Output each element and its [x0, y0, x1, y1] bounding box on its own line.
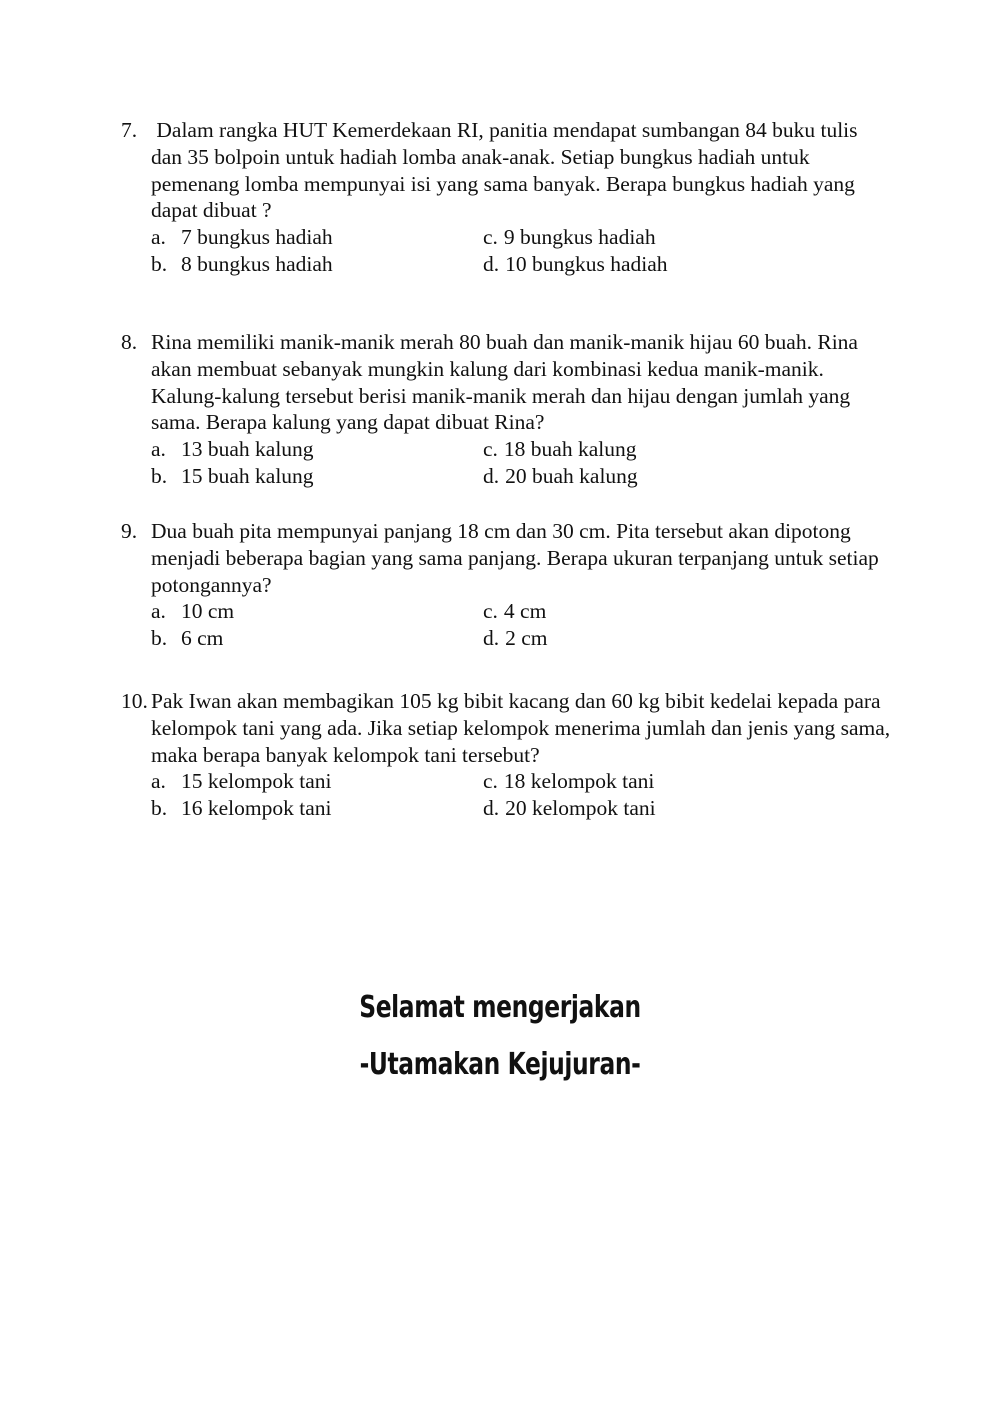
answer-options: [151, 598, 891, 652]
option-text: 16 kelompok tani: [181, 796, 332, 821]
option-text: 15 buah kalung: [181, 463, 314, 488]
question-10: [121, 688, 891, 822]
option-b[interactable]: [151, 625, 483, 652]
option-d[interactable]: [483, 795, 783, 822]
option-text: 20 kelompok tani: [505, 796, 656, 821]
option-d[interactable]: [483, 625, 783, 652]
question-number: 7.: [121, 118, 138, 142]
answer-options: [151, 436, 891, 490]
option-letter: a.: [151, 599, 166, 624]
option-text: 18 buah kalung: [503, 437, 637, 462]
option-b[interactable]: [151, 463, 483, 490]
option-b[interactable]: [151, 795, 483, 822]
option-a[interactable]: [151, 598, 483, 625]
answer-options: [151, 224, 891, 278]
option-letter: a.: [151, 769, 166, 794]
option-letter: c.: [483, 437, 498, 462]
option-letter: d.: [483, 463, 500, 488]
option-letter: b.: [151, 626, 168, 651]
question-number: 9.: [121, 519, 138, 543]
question-text: Pak Iwan akan membagikan 105 kg bibit kacang dan 60 kg bibit kedelai kepada para kelompok tani yang ada. Jika setiap kelompok menerima jumlah dan jenis yang sama, maka berapa banyak kelompok tani tersebut?: [151, 689, 891, 767]
option-letter: d.: [483, 251, 500, 276]
question-number: 8.: [121, 330, 138, 354]
question-text: Dalam rangka HUT Kemerdekaan RI, panitia mendapat sumbangan 84 buku tulis dan 35 bolpoin untuk hadiah lomba anak-anak. Setiap bungkus hadiah untuk pemenang lomba mempunyai isi yang sama banyak. Berapa bungkus hadiah yang dapat dibuat ?: [151, 118, 863, 223]
option-text: 10 cm: [181, 599, 235, 624]
option-text: 2 cm: [505, 626, 548, 651]
option-text: 9 bungkus hadiah: [503, 225, 656, 250]
question-7: [121, 117, 891, 278]
option-a[interactable]: [151, 768, 483, 795]
option-letter: d.: [483, 796, 500, 821]
option-text: 15 kelompok tani: [181, 769, 332, 794]
option-text: 8 bungkus hadiah: [181, 251, 333, 276]
option-b[interactable]: [151, 251, 483, 278]
closing-greeting: Selamat mengerjakan: [359, 990, 641, 1025]
option-text: 4 cm: [503, 599, 547, 624]
option-letter: b.: [151, 251, 168, 276]
option-d[interactable]: [483, 251, 783, 278]
option-letter: c.: [483, 599, 498, 624]
question-9: [121, 518, 891, 652]
option-c[interactable]: [483, 598, 783, 625]
option-d[interactable]: [483, 463, 783, 490]
question-number: 10.: [121, 689, 148, 713]
closing-motto: -Utamakan Kejujuran-: [359, 1047, 641, 1082]
option-letter: a.: [151, 225, 166, 250]
answer-options: [151, 768, 891, 822]
option-text: 6 cm: [181, 626, 224, 651]
option-letter: b.: [151, 796, 168, 821]
option-letter: d.: [483, 626, 500, 651]
option-text: 13 buah kalung: [181, 437, 314, 462]
option-letter: a.: [151, 437, 166, 462]
question-text: Dua buah pita mempunyai panjang 18 cm dan 30 cm. Pita tersebut akan dipotong menjadi beberapa bagian yang sama panjang. Berapa ukuran terpanjang untuk setiap potongannya?: [151, 519, 879, 597]
option-letter: b.: [151, 463, 168, 488]
option-c[interactable]: [483, 436, 783, 463]
option-text: 7 bungkus hadiah: [181, 225, 333, 250]
option-a[interactable]: [151, 436, 483, 463]
option-a[interactable]: [151, 224, 483, 251]
option-c[interactable]: [483, 224, 783, 251]
option-text: 10 bungkus hadiah: [505, 251, 668, 276]
option-text: 20 buah kalung: [505, 463, 638, 488]
option-c[interactable]: [483, 768, 783, 795]
option-letter: c.: [483, 769, 498, 794]
option-text: 18 kelompok tani: [503, 769, 655, 794]
question-8: [121, 329, 891, 490]
question-text: Rina memiliki manik-manik merah 80 buah dan manik-manik hijau 60 buah. Rina akan membuat sebanyak mungkin kalung dari kombinasi kedua manik-manik. Kalung-kalung tersebut berisi manik-manik merah dan hijau dengan jumlah yang sama. Berapa kalung yang dapat dibuat Rina?: [151, 330, 858, 435]
option-letter: c.: [483, 225, 498, 250]
